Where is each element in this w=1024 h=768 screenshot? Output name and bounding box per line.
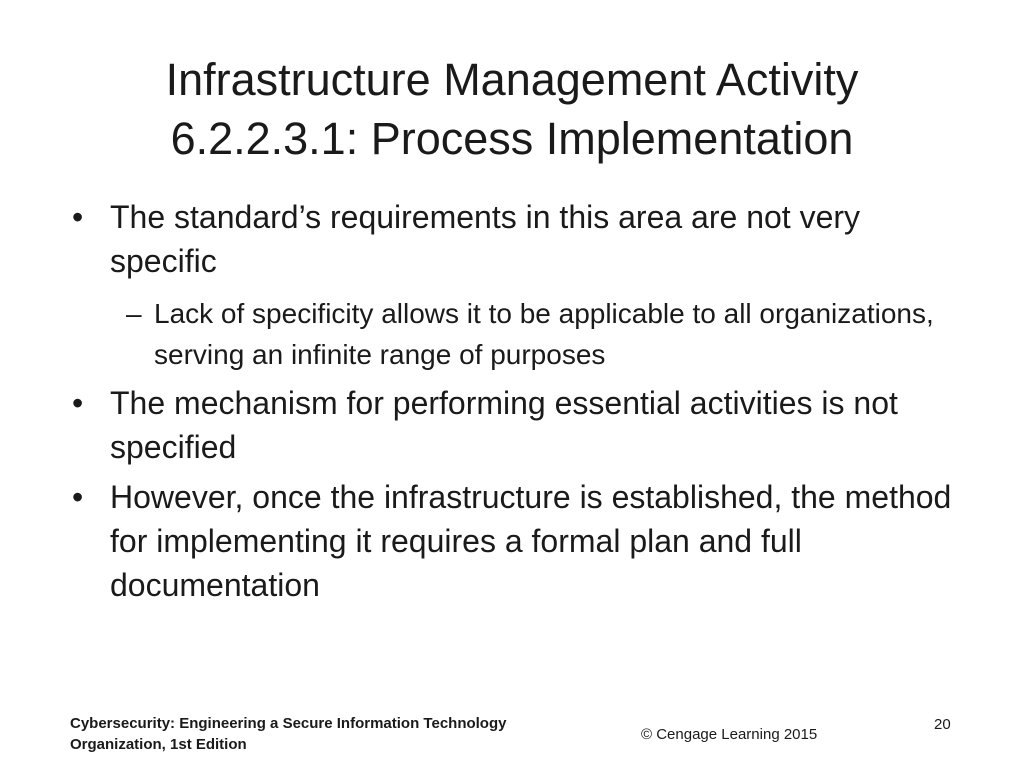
bullet-text: However, once the infrastructure is established, the method for implementing it requires a formal plan and full documentation [110,479,952,603]
footer-book-title-line-1: Cybersecurity: Engineering a Secure Information Technology [70,715,507,732]
bullet-text: The mechanism for performing essential activities is not specified [110,385,898,465]
slide-title-line-2: 6.2.2.3.1: Process Implementation [170,113,854,164]
sub-bullet-item [70,293,970,375]
sub-bullet-marker: – [126,298,142,329]
bullet-text: The standard’s requirements in this area are not very specific [110,199,861,279]
slide-title-line-1: Infrastructure Management Activity [165,54,859,105]
bullet-marker: • [72,385,84,421]
bullet-item [70,195,970,283]
bullet-item [70,381,970,469]
page-number: 20 [934,716,951,733]
footer-copyright: © Cengage Learning 2015 [641,726,818,743]
bullet-marker: • [72,479,84,515]
sub-bullet-text: Lack of specificity allows it to be applicable to all organizations, serving an infinite range of purposes [154,298,934,370]
footer-book-title-line-2: Organization, 1st Edition [70,736,247,753]
slide-body [70,195,970,607]
footer-book-title [70,713,506,755]
slide-title [60,50,964,168]
bullet-marker: • [72,199,84,235]
bullet-item [70,475,970,607]
